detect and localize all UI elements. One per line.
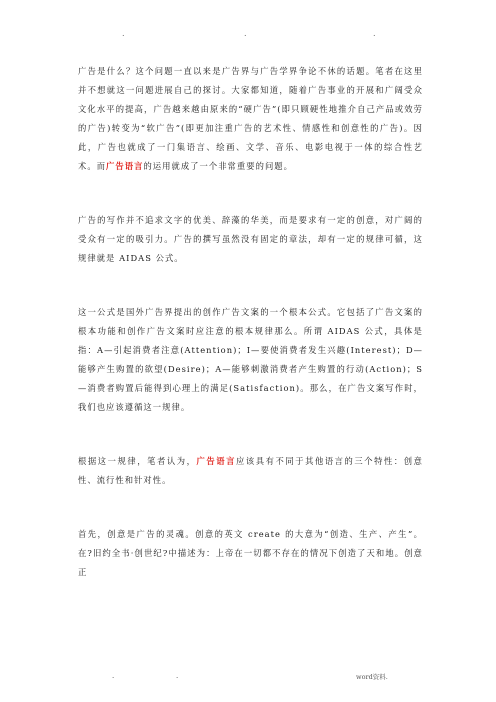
paragraph-text: 首先，创意是广告的灵魂。创意的英文 create 的大意为“创造、生产、产生”。在?旧约全书·创世纪?中描述为：上帝在一切都不存在的情况下创造了天和地。创意正 <box>78 529 423 577</box>
header-mark: . <box>244 29 247 38</box>
footer-mark: . <box>176 672 179 680</box>
paragraph-text: 的运用就成了一个非常重要的问题。 <box>143 161 293 171</box>
highlighted-term: 广告语言 <box>106 161 144 171</box>
header-mark: . <box>122 29 125 38</box>
paragraph-3 <box>78 303 423 417</box>
paragraph-text: 根据这一规律，笔者认为， <box>78 456 197 466</box>
page-footer <box>0 672 496 686</box>
paragraph-text: 应该具有不同于其他语言的三个特性：创意性、流行性和针对性。 <box>78 456 424 485</box>
paragraph-text: 这一公式是国外广告界提出的创作广告文案的一个根本公式。它包括了广告文案的根本功能和创作广告文案时应注意的根本规律那么。所谓 AIDAS 公式，具体是指：A—引起消费者注意(Attention)；I—要使消费者发生兴趣(Interest)；D—能够产生购置的欲望(Desire)；A—能够刺激消费者产生购置的行动(Action)；S—消费者购置后能得到心理上的满足(Satisfaction)。那么，在广告文案写作时，我们也应该遵循这一规律。 <box>78 307 423 412</box>
footer-source-label: word资料. <box>356 673 388 681</box>
header-marks <box>0 30 496 42</box>
paragraph-1 <box>78 62 423 176</box>
document-body <box>78 62 423 617</box>
paragraph-text: 广告的写作并不追求文字的优美、辞藻的华美，而是要求有一定的创意，对广阔的受众有一定的吸引力。广告的撰写虽然没有固定的章法，却有一定的规律可循，这规律就是 AIDAS 公式。 <box>78 215 423 263</box>
header-mark: . <box>373 29 376 38</box>
footer-mark: . <box>112 672 115 680</box>
paragraph-4 <box>78 452 423 490</box>
paragraph-2 <box>78 211 423 268</box>
highlighted-term: 广告语言 <box>196 456 236 466</box>
paragraph-5 <box>78 525 423 582</box>
paragraph-text: 广告是什么？这个问题一直以来是广告界与广告学界争论不休的话题。笔者在这里并不想就这一问题进展自己的探讨。大家都知道，随着广告事业的开展和广阔受众文化水平的提高，广告越来越由原来的“硬广告”(即只顾硬性地推介自己产品或效劳的广告)转变为“软广告”(即更加注重广告的艺术性、情感性和创意性的广告)。因此，广告也就成了一门集语言、绘画、文学、音乐、电影电视于一体的综合性艺术。而 <box>78 66 423 171</box>
